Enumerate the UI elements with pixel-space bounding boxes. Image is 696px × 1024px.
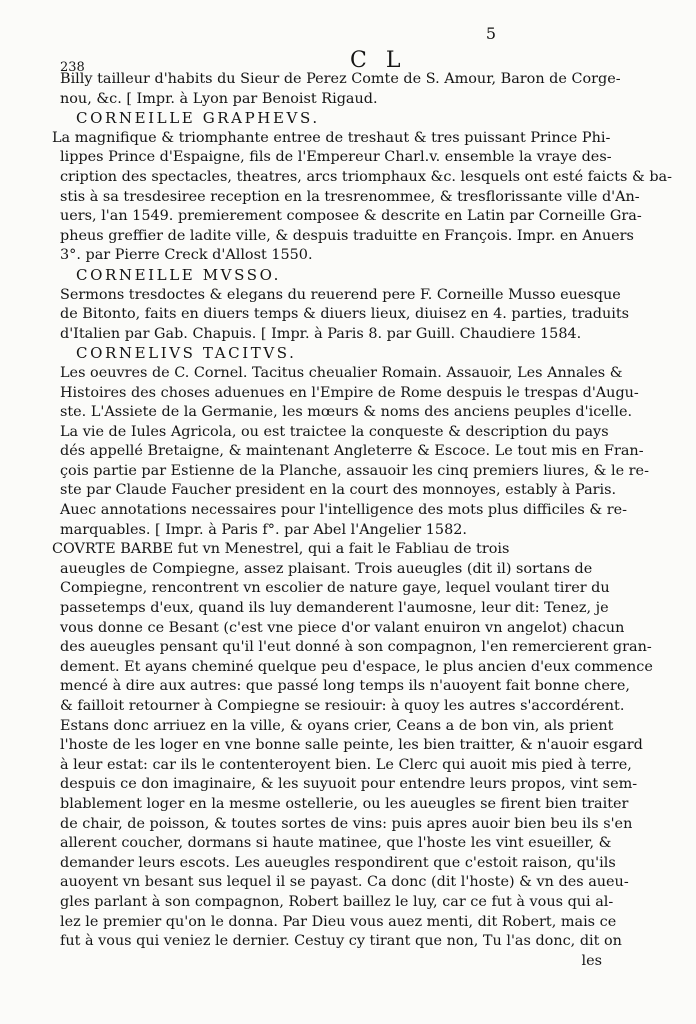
text-line: La vie de Iules Agricola, ou est traictee la conqueste & description du pays xyxy=(60,423,609,440)
corner-mark: 5 xyxy=(485,24,496,43)
text-line: dement. Et ayans cheminé quelque peu d'espace, le plus ancien d'eux commence xyxy=(60,658,653,675)
text-line: uers, l'an 1549. premierement composee & descrite en Latin par Corneille Gra- xyxy=(60,208,642,225)
text-line: Billy tailleur d'habits du Sieur de Perez Comte de S. Amour, Baron de Corge- xyxy=(60,71,621,87)
text-line: marquables. [ Impr. à Paris f°. par Abel l'Angelier 1582. xyxy=(60,521,467,538)
text-line: Compiegne, rencontrent vn escolier de nature gaye, lequel voulant tirer du xyxy=(60,580,610,597)
text-line: vous donne ce Besant (c'est vne piece d'or valant enuiron vn angelot) chacun xyxy=(60,619,625,636)
text-line: pheus greffier de ladite ville, & despuis traduitte en François. Impr. en Anuers xyxy=(60,227,634,244)
text-line: La magnifique & triomphante entree de treshaut & tres puissant Prince Phi- xyxy=(52,129,611,146)
text-line: COVRTE BARBE fut vn Menestrel, qui a fait le Fabliau de trois xyxy=(52,541,510,558)
text-line: ste. L'Assiete de la Germanie, les mœurs & noms des anciens peuples d'icelle. xyxy=(60,404,633,421)
text-line: blablement loger en la mesme ostellerie, ou les aueugles se firent bien traiter xyxy=(60,795,629,812)
entry-heading: CORNEILLE GRAPHEVS. xyxy=(76,109,320,128)
text-line: despuis ce don imaginaire, & les suyuoit pour entendre leurs propos, vint sem- xyxy=(60,776,638,793)
signature-heading: C L xyxy=(350,48,407,73)
text-line: demander leurs escots. Les aueugles respondirent que c'estoit raison, qu'ils xyxy=(60,854,616,871)
text-line: des aueugles pensant qu'il l'eut donné à son compagnon, l'en remercierent gran- xyxy=(60,639,652,656)
text-line: Sermons tresdoctes & elegans du reuerend pere F. Corneille Musso euesque xyxy=(60,286,621,303)
page-number: 238 xyxy=(60,60,85,75)
text-line: & failloit retourner à Compiegne se resiouir: à quoy les autres s'accordérent. xyxy=(60,698,625,714)
text-line: aueugles de Compiegne, assez plaisant. Trois aueugles (dit il) sortans de xyxy=(60,560,593,577)
text-line: auoyent vn besant sus lequel il se payast. Ca donc (dit l'hoste) & vn des aueu- xyxy=(60,874,629,891)
text-line: ste par Claude Faucher president en la court des monnoyes, estably à Paris. xyxy=(60,482,617,499)
text-line: de chair, de poisson, & toutes sortes de vins: puis apres auoir bien beu ils s'en xyxy=(60,815,633,832)
text-line: à leur estat: car ils le contenteroyent bien. Le Clerc qui auoit mis pied à terre, xyxy=(60,756,632,773)
text-line: çois partie par Estienne de la Planche, assauoir les cinq premiers liures, & le re- xyxy=(60,462,649,479)
text-line: Auec annotations necessaires pour l'intelligence des mots plus difficiles & re- xyxy=(60,502,627,519)
text-line: allerent coucher, dormans si haute matinee, que l'hoste les vint esueiller, & xyxy=(60,835,612,852)
text-line: gles parlant à son compagnon, Robert baillez le luy, car ce fut à vous qui al- xyxy=(60,893,614,910)
page-body xyxy=(48,70,673,971)
text-line: Les oeuvres de C. Cornel. Tacitus cheualier Romain. Assauoir, Les Annales & xyxy=(60,364,623,381)
text-line: lez le premier qu'on le donna. Par Dieu vous auez menti, dit Robert, mais ce xyxy=(60,913,617,930)
entry-heading: CORNEILLE MVSSO. xyxy=(76,265,281,284)
catchword: les xyxy=(581,952,602,969)
text-line: dés appellé Bretaigne, & maintenant Angleterre & Escoce. Le tout mis en Fran- xyxy=(60,443,644,460)
text-line: 3°. par Pierre Creck d'Allost 1550. xyxy=(60,247,313,264)
text-line: nou, &c. [ Impr. à Lyon par Benoist Rigaud. xyxy=(60,90,378,107)
text-line: Estans donc arriuez en la ville, & oyans crier, Ceans a de bon vin, als prient xyxy=(60,717,614,734)
text-line: l'hoste de les loger en vne bonne salle peinte, les bien traitter, & n'auoir esgard xyxy=(60,737,643,754)
text-line: d'Italien par Gab. Chapuis. [ Impr. à Paris 8. par Guill. Chaudiere 1584. xyxy=(60,325,582,342)
text-line: Histoires des choses aduenues en l'Empire de Rome despuis le trespas d'Augu- xyxy=(60,384,639,401)
text-line: cription des spectacles, theatres, arcs triomphaux &c. lesquels ont esté faicts & ba- xyxy=(60,168,673,185)
text-line: fut à vous qui veniez le dernier. Cestuy cy tirant que non, Tu l'as donc, dit on xyxy=(60,933,622,950)
text-line: de Bitonto, faits en diuers temps & diuers lieux, diuisez en 4. parties, traduits xyxy=(60,306,630,323)
text-line: mencé à dire aux autres: que passé long temps ils n'auoyent fait bonne chere, xyxy=(60,678,630,695)
text-line: lippes Prince d'Espaigne, fils de l'Empereur Charl.v. ensemble la vraye des- xyxy=(60,149,612,166)
entry-heading: CORNELIVS TACITVS. xyxy=(76,344,297,363)
text-line: passetemps d'eux, quand ils luy demanderent l'aumosne, leur dit: Tenez, je xyxy=(60,600,609,617)
text-line: stis à sa tresdesiree reception en la tresrenommee, & tresflorissante ville d'An- xyxy=(60,188,640,205)
